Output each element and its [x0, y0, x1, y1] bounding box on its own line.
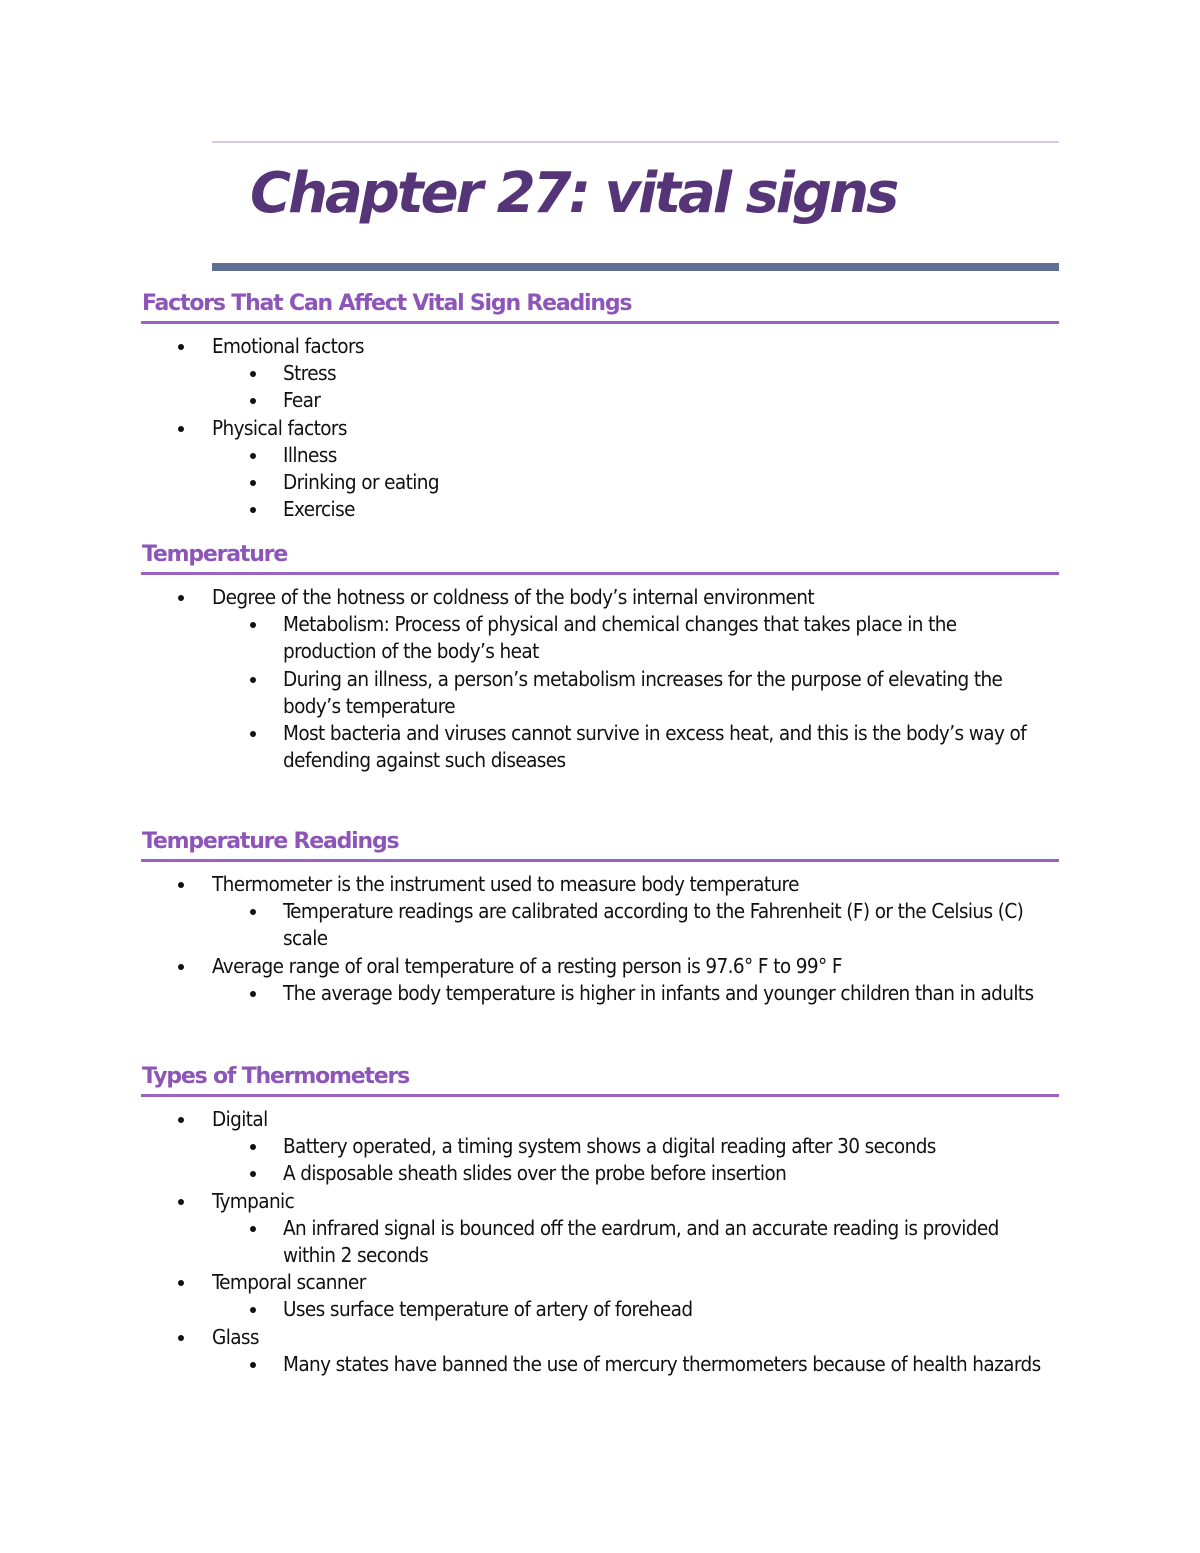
list-item: Emotional factors — [141, 333, 1059, 360]
list-item: Glass — [141, 1324, 1059, 1351]
list-item: Physical factors — [141, 415, 1059, 442]
sub-list-item: Many states have banned the use of mercury thermometers because of health hazards — [141, 1351, 1059, 1378]
sub-list-item: A disposable sheath slides over the probe before insertion — [141, 1160, 1059, 1187]
sub-list-item: Metabolism: Process of physical and chemical changes that takes place in the production of the body’s heat — [141, 611, 1059, 665]
list-item: Tympanic — [141, 1188, 1059, 1215]
sub-list-item: Most bacteria and viruses cannot survive in excess heat, and this is the body’s way of defending against such diseases — [141, 720, 1059, 774]
section-temperature — [141, 542, 1059, 774]
bullet-list — [141, 871, 1059, 1007]
sub-list-item: Fear — [141, 387, 1059, 414]
sub-list-item: Uses surface temperature of artery of forehead — [141, 1296, 1059, 1323]
section-heading: Factors That Can Affect Vital Sign Readings — [142, 291, 632, 316]
list-item: Degree of the hotness or coldness of the body’s internal environment — [141, 584, 1059, 611]
title-top-rule — [212, 141, 1059, 143]
sub-list-item: Stress — [141, 360, 1059, 387]
list-item: Digital — [141, 1106, 1059, 1133]
list-item: Average range of oral temperature of a resting person is 97.6° F to 99° F — [141, 953, 1059, 980]
sub-list-item: Battery operated, a timing system shows a digital reading after 30 seconds — [141, 1133, 1059, 1160]
section-temperature-readings — [141, 829, 1059, 1007]
section-rule — [141, 572, 1059, 575]
bullet-list — [141, 584, 1059, 774]
section-types-of-thermometers — [141, 1064, 1059, 1378]
sub-list-item: The average body temperature is higher in infants and younger children than in adults — [141, 980, 1059, 1007]
list-item: Thermometer is the instrument used to measure body temperature — [141, 871, 1059, 898]
title-bottom-rule — [212, 263, 1059, 271]
sub-list-item: Drinking or eating — [141, 469, 1059, 496]
sub-list-item: Exercise — [141, 496, 1059, 523]
section-factors — [141, 291, 1059, 523]
sub-list-item: An infrared signal is bounced off the eardrum, and an accurate reading is provided within 2 seconds — [141, 1215, 1059, 1269]
sub-list-item: During an illness, a person’s metabolism increases for the purpose of elevating the body’s temperature — [141, 666, 1059, 720]
sub-list-item: Temperature readings are calibrated according to the Fahrenheit (F) or the Celsius (C) scale — [141, 898, 1059, 952]
page-title: Chapter 27: vital signs — [250, 161, 897, 226]
section-rule — [141, 859, 1059, 862]
section-heading: Types of Thermometers — [142, 1064, 410, 1089]
sub-list-item: Illness — [141, 442, 1059, 469]
bullet-list — [141, 1106, 1059, 1378]
section-heading: Temperature — [142, 542, 288, 567]
section-rule — [141, 1094, 1059, 1097]
bullet-list — [141, 333, 1059, 523]
section-heading: Temperature Readings — [142, 829, 399, 854]
list-item: Temporal scanner — [141, 1269, 1059, 1296]
section-rule — [141, 321, 1059, 324]
